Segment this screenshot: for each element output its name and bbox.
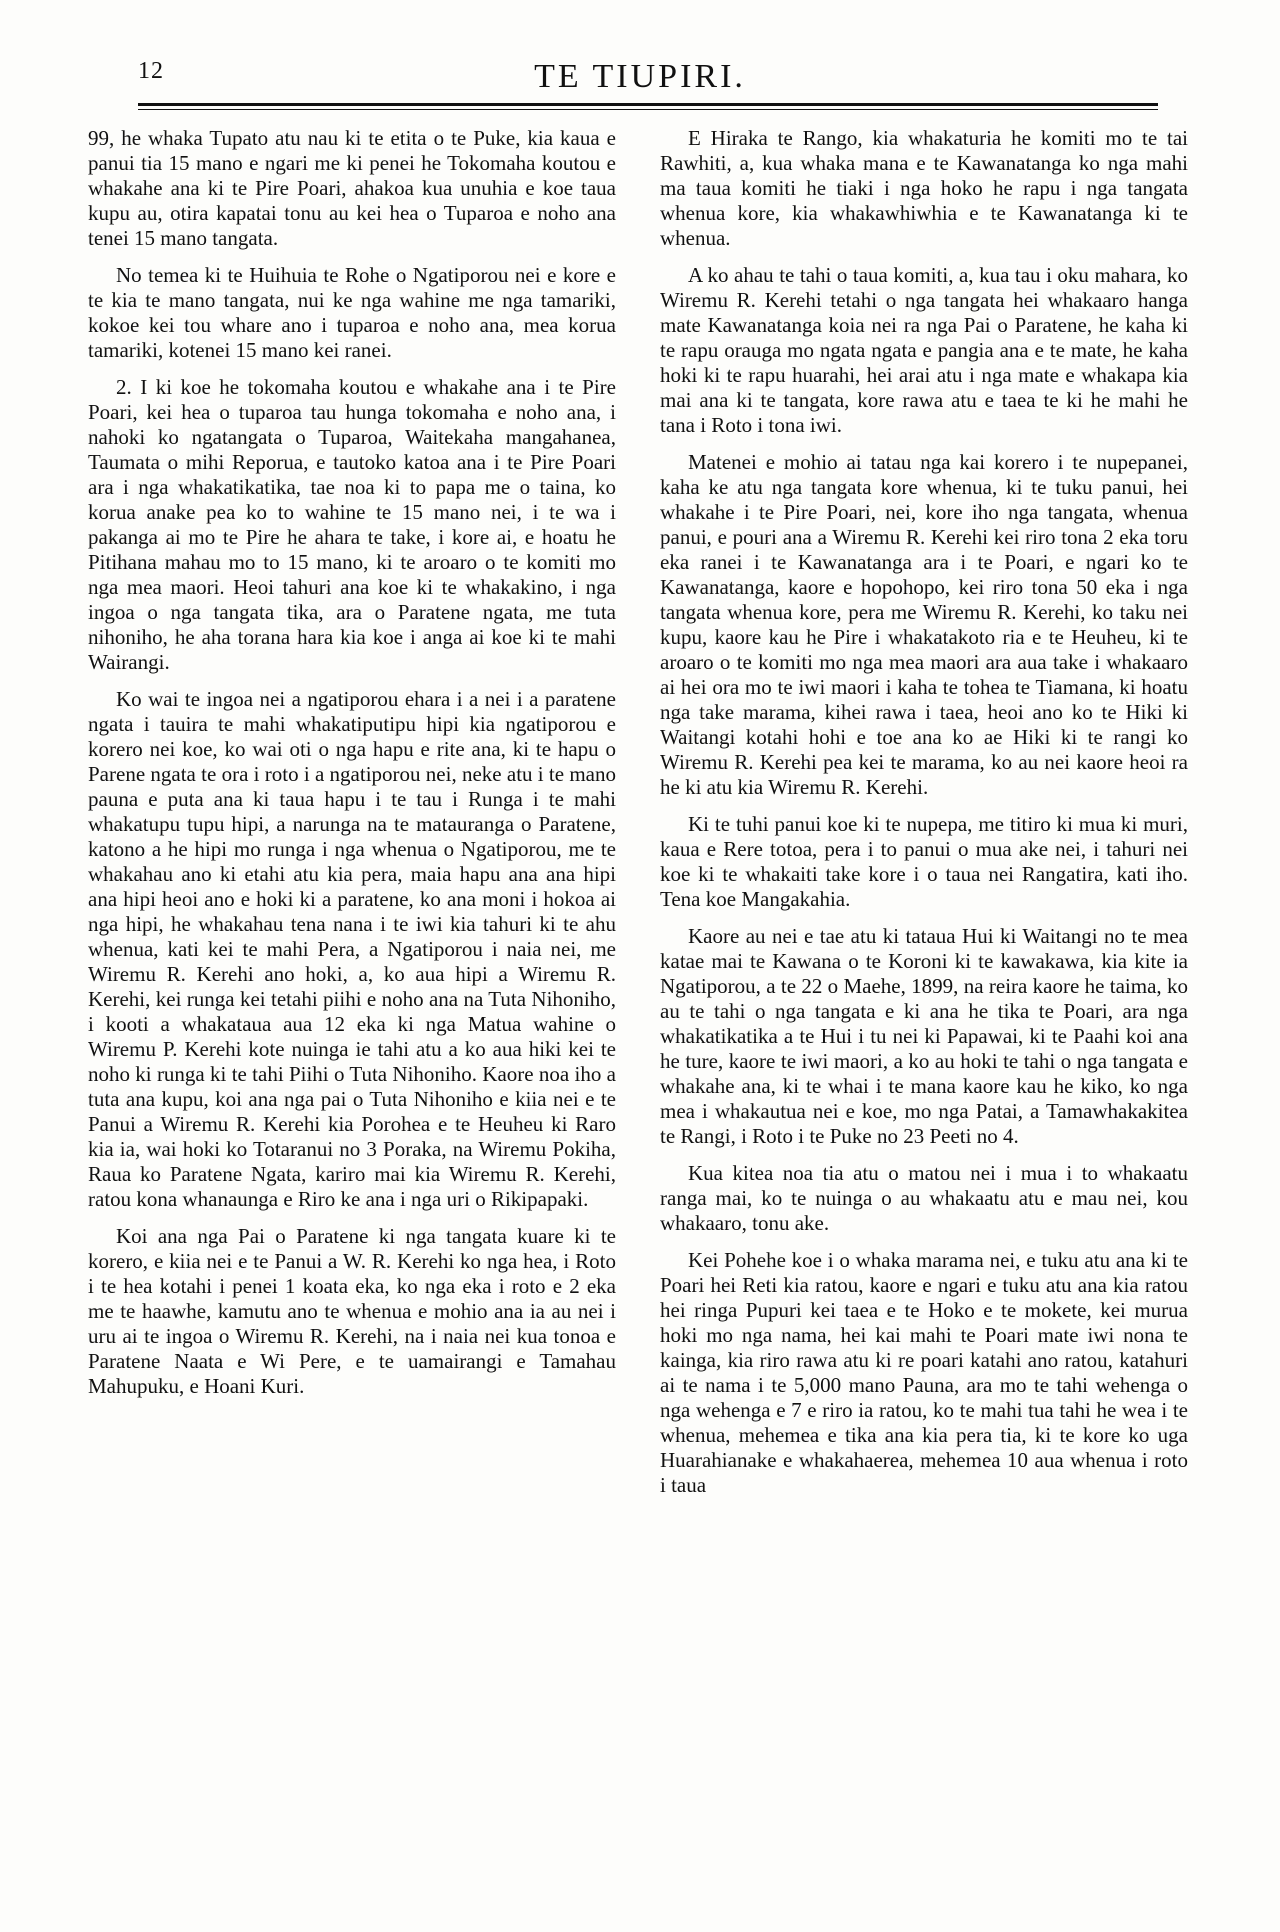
paragraph: 2. I ki koe he tokomaha koutou e whakahe ana i te Pire Poari, kei hea o tuparoa tau hunga tokomaha e noho ana, i nahoki ko ngatangata o Tuparoa, Waitekaha mangahanea, Taumata o mihi Reporua, e tautoko katoa ana i te Pire Poari ara i nga whakatikatika, tae noa ki to papa me o taina, ko korua anake pea ko to wahine te 15 mano nei, i te wa i pakanga ai mo te Pire he ahara te take, i kore ai, e hoatu he Pitihana mahau mo to 15 mano, ki te aroaro o te komiti mo nga mea maori. Heoi tahuri ana koe ki te whakakino, i nga ingoa o nga tangata tika, ara o Paratene ngata, me tuta nihoniho, he aha torana hara kia koe i anga ai koe ki te mahi Wairangi.: [88, 375, 616, 674]
header-rule-thin: [138, 109, 1158, 110]
paragraph: Ki te tuhi panui koe ki te nupepa, me titiro ki mua ki muri, kaua e Rere totoa, pera i to panui o mua ake nei, i tahuri nei koe ki te whakaiti take kore i o taua nei Rangatira, kati iho. Tena koe Mangakahia.: [660, 812, 1188, 911]
paragraph: 99, he whaka Tupato atu nau ki te etita o te Puke, kia kaua e panui tia 15 mano e ngari me ki penei he Tokomaha koutou e whakahe ana ki te Pire Poari, ahakoa kua unuhia e koe taua kupu au, otira kapatai tonu au kei hea o Tuparoa e noho ana tenei 15 mano tangata.: [88, 126, 616, 250]
paragraph: Ko wai te ingoa nei a ngatiporou ehara i a nei i a paratene ngata i tauira te mahi whakatiputipu hipi kia ngatiporou e korero nei koe, ko wai oti o nga hapu e rite ana, ki te hapu o Parene ngata te ora i roto i a ngatiporou nei, neke atu i te mano pauna e puta ana ki taua hapu i te tau i Runga i te mahi whakatupu tupu hipi, a narunga na te matauranga o Paratene, katono a he hipi mo runga i nga whenua o Ngatiporou, me te whakahau ano ki etahi atu kia pera, maia hapu ana ana hipi ana hipi heoi ano e hoki ki a paratene, ko ana moni i hokoa ai nga hipi, he whakahau tena nana i te iwi kia tahuri ki te ahu whenua, kati kei te mahi Pera, a Ngatiporou i naia nei, me Wiremu R. Kerehi ano hoki, a, ko aua hipi a Wiremu R. Kerehi, kei runga kei tetahi piihi e noho ana na Tuta Nihoniho, i kooti a whakataua aua 12 eka ki nga Matua wahine o Wiremu P. Kerehi kote nuinga ie tahi atu a ko aua hiki kei te noho ki runga ki te tahi Piihi o Tuta Nihoniho. Kaore noa iho a tuta ana kupu, koi ana nga pai o Tuta Nihoniho e kiia nei e te Panui a Wiremu R. Kerehi kia Porohea e te Heuheu ki Raro kia ia, wai hoki ko Totaranui no 3 Poraka, na Wiremu Pokiha, Raua ko Paratene Ngata, kariro mai kia Wiremu R. Kerehi, ratou kona whanaunga e Riro ke ana i nga uri o Rikipapaki.: [88, 687, 616, 1211]
paragraph: Kaore au nei e tae atu ki tataua Hui ki Waitangi no te mea katae mai te Kawana o te Koroni ki te kawakawa, kia kite ia Ngatiporou, a te 22 o Maehe, 1899, na reira kaore he taima, ko au te tahi o nga tangata e ki ana he tika te Poari, ara nga whakatikatika a te Hui i tu nei ki Papawai, ki te Paahi koi ana he ture, kaore te iwi maori, a ko au hoki te tahi o nga tangata e whakahe ana, ki te whai i te mana kaore kau he kiko, ko nga mea i whakautua nei e koe, mo nga Patai, a Tamawhakakitea te Rangi, i Roto i te Puke no 23 Peeti no 4.: [660, 924, 1188, 1148]
paragraph: Matenei e mohio ai tatau nga kai korero i te nupepanei, kaha ke atu nga tangata kore whenua, ki te tuku panui, hei whakahe i te Pire Poari, nei, kore iho nga tangata, whenua panui, e pouri ana a Wiremu R. Kerehi kei riro tona 2 eka toru eka ranei i te Kawanatanga ara i te Poari, e ngari ko te Kawanatanga, kaore e hopohopo, kei riro tona 50 eka i nga tangata whenua kore, pera me Wiremu R. Kerehi, ko taku nei kupu, kaore kau he Pire i whakatakoto ria e te Heuheu, ki te aroaro o te komiti mo nga mea maori ara aua take i whakaaro ai hei ora mo te iwi maori i kaha te tohea te Tiamana, ki hoatu nga take marama, kihei rawa i taea, heoi ano ko te Hiki ki Waitangi kotahi hohi e toe ana ko ae Hiki ki te rangi ko Wiremu R. Kerehi pea kei te marama, ko au nei kaore heoi ra he ki atu kia Wiremu R. Kerehi.: [660, 450, 1188, 799]
page-title: TE TIUPIRI.: [534, 58, 746, 95]
header-rule-thick: [138, 103, 1158, 106]
paragraph: Kua kitea noa tia atu o matou nei i mua i to whakaatu ranga mai, ko te nuinga o au whakaatu atu e mau nei, kou whakaaro, tonu ake.: [660, 1161, 1188, 1235]
article-columns: [88, 126, 1188, 1916]
paragraph: Koi ana nga Pai o Paratene ki nga tangata kuare ki te korero, e kiia nei e te Panui a W. R. Kerehi ko nga hea, i Roto i te hea kotahi i penei 1 koata eka, ko nga eka i roto e 2 eka me te haawhe, kamutu ano te whenua e mohio ana ia au nei i uru ai te ingoa o Wiremu R. Kerehi, na i naia nei kua tonoa e Paratene Naata e Wi Pere, e te uamairangi e Tamahau Mahupuku, e Hoani Kuri.: [88, 1224, 616, 1398]
left-column: [88, 126, 616, 1916]
page-header: [0, 0, 1280, 110]
page-number: 12: [138, 58, 164, 84]
paragraph: No temea ki te Huihuia te Rohe o Ngatiporou nei e kore e te kia te mano tangata, nui ke nga wahine me nga tamariki, kokoe kei tou whare ano i tuparoa e noho ana, mea korua tamariki, kotenei 15 mano kei ranei.: [88, 263, 616, 362]
paragraph: Kei Pohehe koe i o whaka marama nei, e tuku atu ana ki te Poari hei Reti kia ratou, kaore e ngari e tuku atu ana kia ratou hei ringa Pupuri kei taea e te Hoko e te mokete, kei murua hoki mo nga nama, hei kai mahi te Poari mate iwi nona te kainga, kia riro rawa atu ki re poari katahi ano ratou, katahuri ai te nama i te 5,000 mano Pauna, ara mo te tahi wehenga o nga wehenga e 7 e riro ia ratou, ko te mahi tua tahi he wea i te whenua, mehemea e tika ana kia pera tia, ki te kore ko uga Huarahianake e whakahaerea, mehemea 10 aua whenua i roto i taua: [660, 1248, 1188, 1497]
paragraph: A ko ahau te tahi o taua komiti, a, kua tau i oku mahara, ko Wiremu R. Kerehi tetahi o nga tangata hei whakaaro hanga mate Kawanatanga koia nei ra nga Pai o Paratene, he kaha ki te rapu orauga mo ngata ngata e pangia ana e te mate, he kaha hoki ki te rapu huarahi, hei arai atu i nga mate e whakapa kia mai ana ki te tangata, kore rawa atu e taea te ki he mahi he tana i Roto i tona iwi.: [660, 263, 1188, 437]
paragraph: E Hiraka te Rango, kia whakaturia he komiti mo te tai Rawhiti, a, kua whaka mana e te Kawanatanga ko nga mahi ma taua komiti he tiaki i nga hoko he rapu i nga tangata whenua kore, kia whakawhiwhia e te Kawanatanga ki te whenua.: [660, 126, 1188, 250]
right-column: [660, 126, 1188, 1916]
